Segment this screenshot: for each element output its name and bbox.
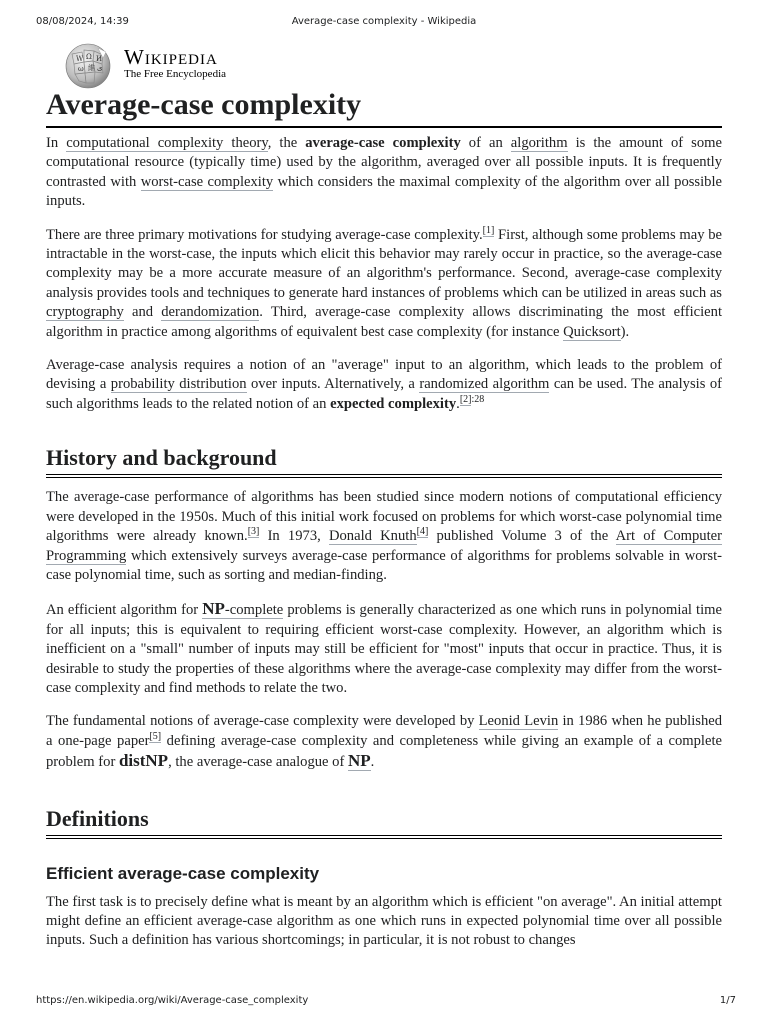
text: , the average-case analogue of [168,754,348,771]
math-distnp: distNP [118,751,169,771]
wikipedia-tagline: The Free Encyclopedia [124,68,227,80]
text: over inputs. Alternatively, a [246,376,420,393]
link-leonid-levin[interactable]: Leonid Levin [478,713,559,730]
section-heading-history: History and background [46,444,722,478]
wikipedia-wordmark: Wikipedia [124,45,218,69]
link-np[interactable]: NP [202,599,225,619]
link-derandomization[interactable]: derandomization [161,304,260,321]
citation-link[interactable]: [3] [247,526,260,538]
intro-paragraph-3 [46,356,722,414]
history-paragraph-2 [46,599,722,698]
text: and [123,304,162,321]
print-page-title: Average-case complexity - Wikipedia [291,16,477,27]
svg-text:W: W [76,55,84,63]
link-algorithm[interactable]: algorithm [510,135,568,151]
text: in 1986 when he published a one-page paper [46,713,723,749]
citation-link[interactable]: [1] [482,224,495,236]
text: of an [460,135,511,151]
link-quicksort[interactable]: Quicksort [563,323,621,340]
link-worst-case-complexity[interactable]: worst-case complexity [140,173,274,190]
term-expected-complexity: expected complexity [330,395,457,412]
svg-text:ω: ω [78,65,84,73]
intro-paragraph-1 [46,134,722,212]
citation-link[interactable]: [5] [149,730,162,742]
text: The first task is to precisely define what is meant by an algorithm which is efficient "on average". An initial attempt might define an efficient average-case algorithm as one which runs in expected polynomial time over all possible inputs. Such a definition has various shortcomings; in particular, it is not robust to changes [46,893,722,949]
article-title: Average-case complexity [46,86,722,128]
wikipedia-logo[interactable] [62,40,262,90]
citation-3[interactable] [248,526,260,538]
citation-link[interactable]: [4] [416,526,429,538]
text: In [46,135,67,151]
link-computational-complexity-theory[interactable]: computational complexity theory [66,135,268,151]
text: The average-case performance of algorithms has been studied since modern notions of computational efficiency were developed in the 1950s. Much of this initial work focused on problems for which worst-case polynomial time algorithms were already known. [46,489,722,545]
link-art-of-computer-programming[interactable]: Art of Computer Programming [46,528,722,564]
link-randomized-algorithm[interactable]: randomized algorithm [419,376,550,393]
citation-1[interactable] [483,225,495,237]
text: . [370,754,375,771]
citation-link[interactable]: [2] [459,393,472,405]
text: published Volume 3 of the [428,528,616,545]
term-average-case-complexity: average-case complexity [305,135,461,151]
svg-text:Ω: Ω [86,53,92,61]
text: First, although some problems may be intractable in the worst-case, the inputs which elicit this behavior may rarely occur in practice, so the average-case complexity may be a more accurate measure of an algorithm's performance. Second, average-case complexity analysis provides tools and techniques to generate hard instances of problems which can be utilized in areas such as [46,226,722,301]
text: Average-case analysis requires a notion of an "average" input to an algorithm, which leads to the problem of devising a [46,357,722,393]
citation-2[interactable] [460,394,484,406]
svg-text:維: 維 [88,64,95,72]
article-content [46,86,722,951]
text: In 1973, [259,528,329,545]
link-probability-distribution[interactable]: probability distribution [110,376,247,393]
text: defining average-case complexity and completeness while giving an example of a complete problem for [46,732,722,771]
citation-4[interactable] [417,526,429,538]
text: which extensively surveys average-case performance of algorithms for problems solvable in worst-case polynomial time, such as sorting and median-finding. [46,547,722,583]
history-paragraph-1 [46,488,722,585]
citation-5[interactable] [149,731,161,743]
svg-text:И: И [96,55,103,63]
text: problems is generally characterized as one which runs in polynomial time for all inputs; this is equivalent to requiring efficient worst-case complexity. However, an algorithm which is inefficient on a "small" number of inputs may still be efficient for "most" inputs that occur in practice. Thus, it is desirable to study the properties of these algorithms where the average-case complexity may differ from the worst-case complexity and find methods to relate the two. [46,602,722,696]
text: , the [267,135,306,151]
link-np-complete[interactable]: -complete [224,602,284,619]
history-paragraph-3 [46,712,722,772]
print-date: 08/08/2024, 14:39 [36,16,129,27]
text: . Third, average-case complexity allows discriminating the most efficient algorithm in practice among algorithms of equivalent best case complexity (for instance [46,304,723,340]
svg-text:ی: ی [97,64,103,72]
citation-page: :28 [471,393,485,405]
text: is the amount of some computational resource (typically time) used by the algorithm, averaged over all possible inputs. It is frequently contrasted with [46,135,722,190]
text: ). [620,323,630,340]
subsection-heading-efficient: Efficient average-case complexity [46,863,320,883]
text: An efficient algorithm for [46,602,203,619]
link-cryptography[interactable]: cryptography [46,304,124,321]
text: . [456,395,460,412]
wikipedia-globe-icon [62,42,114,90]
link-np-class[interactable]: NP [347,751,371,771]
link-donald-knuth[interactable]: Donald Knuth [328,528,417,545]
definitions-paragraph-1 [46,893,722,951]
text: The fundamental notions of average-case complexity were developed by [46,713,479,730]
print-url: https://en.wikipedia.org/wiki/Average-case_complexity [36,995,309,1006]
text: There are three primary motivations for studying average-case complexity. [46,226,483,243]
text: which considers the maximal complexity of the algorithm over all possible inputs. [46,173,722,210]
section-heading-definitions: Definitions [46,805,722,839]
print-footer [0,993,768,1009]
text: can be used. The analysis of such algorithms leads to the related notion of an [46,376,722,412]
intro-paragraph-2 [46,226,722,342]
print-page-number: 1/7 [719,995,736,1006]
print-header [0,14,768,30]
